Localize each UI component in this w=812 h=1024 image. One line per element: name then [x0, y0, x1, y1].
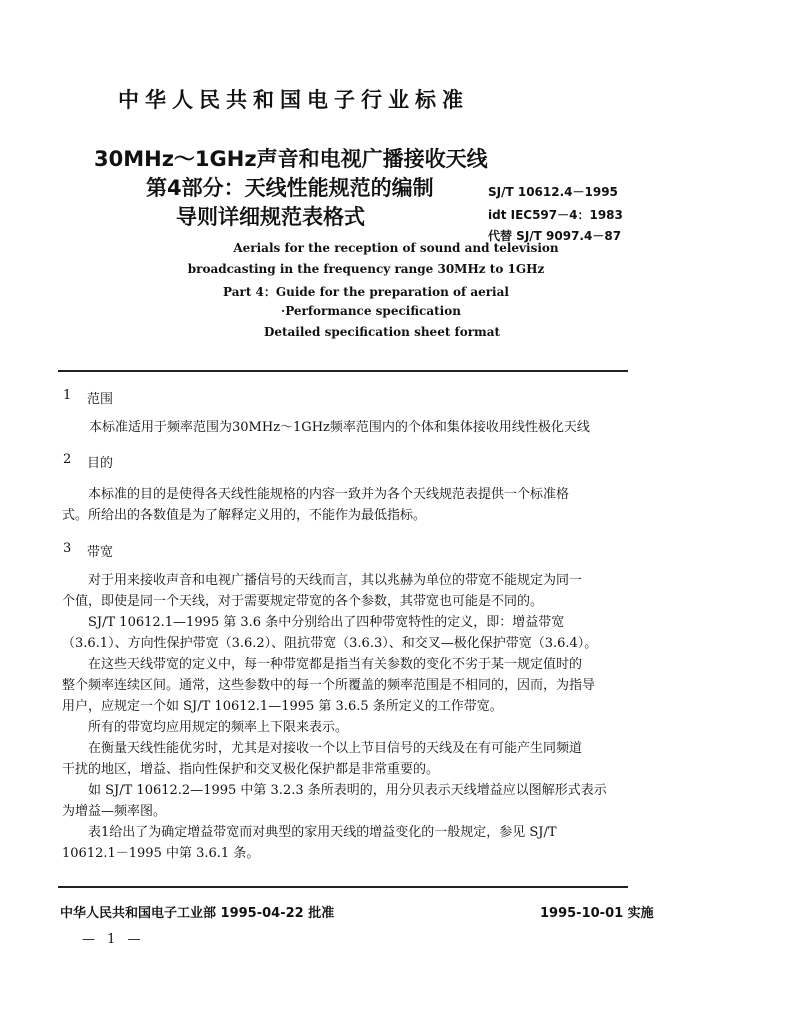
body-line: 在这些天线带宽的定义中，每一种带宽都是指当有关参数的变化不劣于某一规定值时的 [88, 657, 583, 672]
body-line: 式。所给出的各数值是为了解释定义用的，不能作为最低指标。 [62, 508, 427, 523]
section-number: 1 [63, 388, 72, 403]
english-title-line-3: Part 4：Guide for the preparation of aerial [223, 285, 509, 299]
standard-number: SJ/T 10612.4－1995 [488, 185, 618, 199]
title-line-1: 30MHz～1GHz声音和电视广播接收天线 [94, 147, 488, 171]
section-number: 2 [63, 452, 72, 467]
body-line: 所有的带宽均应用规定的频率上下限来表示。 [88, 720, 349, 735]
body-line: 对于用来接收声音和电视广播信号的天线而言，其以兆赫为单位的带宽不能规定为同一 [88, 573, 583, 588]
body-line: 表1给出了为确定增益带宽而对典型的家用天线的增益变化的一般规定，参见 SJ/T [88, 825, 557, 840]
section-number: 3 [63, 541, 72, 556]
top-divider [58, 370, 628, 372]
body-line: 如 SJ/T 10612.2—1995 中第 3.2.3 条所表明的，用分贝表示天线增益应以图解形式表示 [88, 783, 607, 798]
section-body [87, 417, 627, 438]
body-line: 10612.1－1995 中第 3.6.1 条。 [62, 846, 260, 861]
body-line: 在衡量天线性能优劣时，尤其是对接收一个以上节目信号的天线及在有可能产生同频道 [88, 741, 583, 756]
section-title: 范围 [87, 392, 114, 407]
body-line: （3.6.1）、方向性保护带宽（3.6.2）、阻抗带宽（3.6.3）、和交叉—极化保护带宽（3.6.4）。 [62, 636, 598, 651]
section-title: 目的 [87, 456, 114, 471]
body-line: 整个频率连续区间。通常，这些参数中的每一个所覆盖的频率范围是不相同的，因而，为指导 [62, 678, 596, 693]
page-number: — 1 — [82, 932, 145, 947]
org-header: 中华人民共和国电子行业标准 [118, 87, 469, 112]
body-line: 个值，即使是同一个天线，对于需要规定带宽的各个参数，其带宽也可能是不同的。 [62, 594, 544, 609]
implementation-date: 1995-10-01 实施 [540, 906, 654, 921]
approval-date: 中华人民共和国电子工业部 1995-04-22 批准 [60, 906, 335, 921]
title-line-2: 第4部分：天线性能规范的编制 [146, 176, 434, 200]
body-line: 用户，应规定一个如 SJ/T 10612.1—1995 第 3.6.5 条所定义的工作带宽。 [62, 699, 503, 714]
section-body [62, 484, 602, 526]
section-title: 带宽 [87, 545, 114, 560]
bottom-divider [58, 886, 628, 888]
title-line-3: 导则详细规范表格式 [176, 205, 365, 229]
body-line: 本标准的目的是使得各天线性能规格的内容一致并为各个天线规范表提供一个标准格 [88, 487, 570, 502]
english-title-line-1: Aerials for the reception of sound and television [233, 241, 559, 255]
english-title-line-2: broadcasting in the frequency range 30MHz to 1GHz [187, 262, 545, 276]
section-body [62, 570, 628, 864]
standard-replaces: 代替 SJ/T 9097.4－87 [488, 229, 622, 243]
body-line: 为增益—频率图。 [62, 804, 167, 819]
body-line: 干扰的地区，增益、指向性保护和交叉极化保护都是非常重要的。 [62, 762, 440, 777]
body-line: SJ/T 10612.1—1995 第 3.6 条中分别给出了四种带宽特性的定义，即：增益带宽 [88, 615, 565, 630]
english-title-line-4: ·Performance specification [281, 304, 461, 318]
english-title-line-5: Detailed specification sheet format [263, 325, 501, 339]
body-line: 本标准适用于频率范围为30MHz～1GHz频率范围内的个体和集体接收用线性极化天线 [89, 420, 590, 435]
standard-idt: idt IEC597－4：1983 [488, 208, 623, 222]
